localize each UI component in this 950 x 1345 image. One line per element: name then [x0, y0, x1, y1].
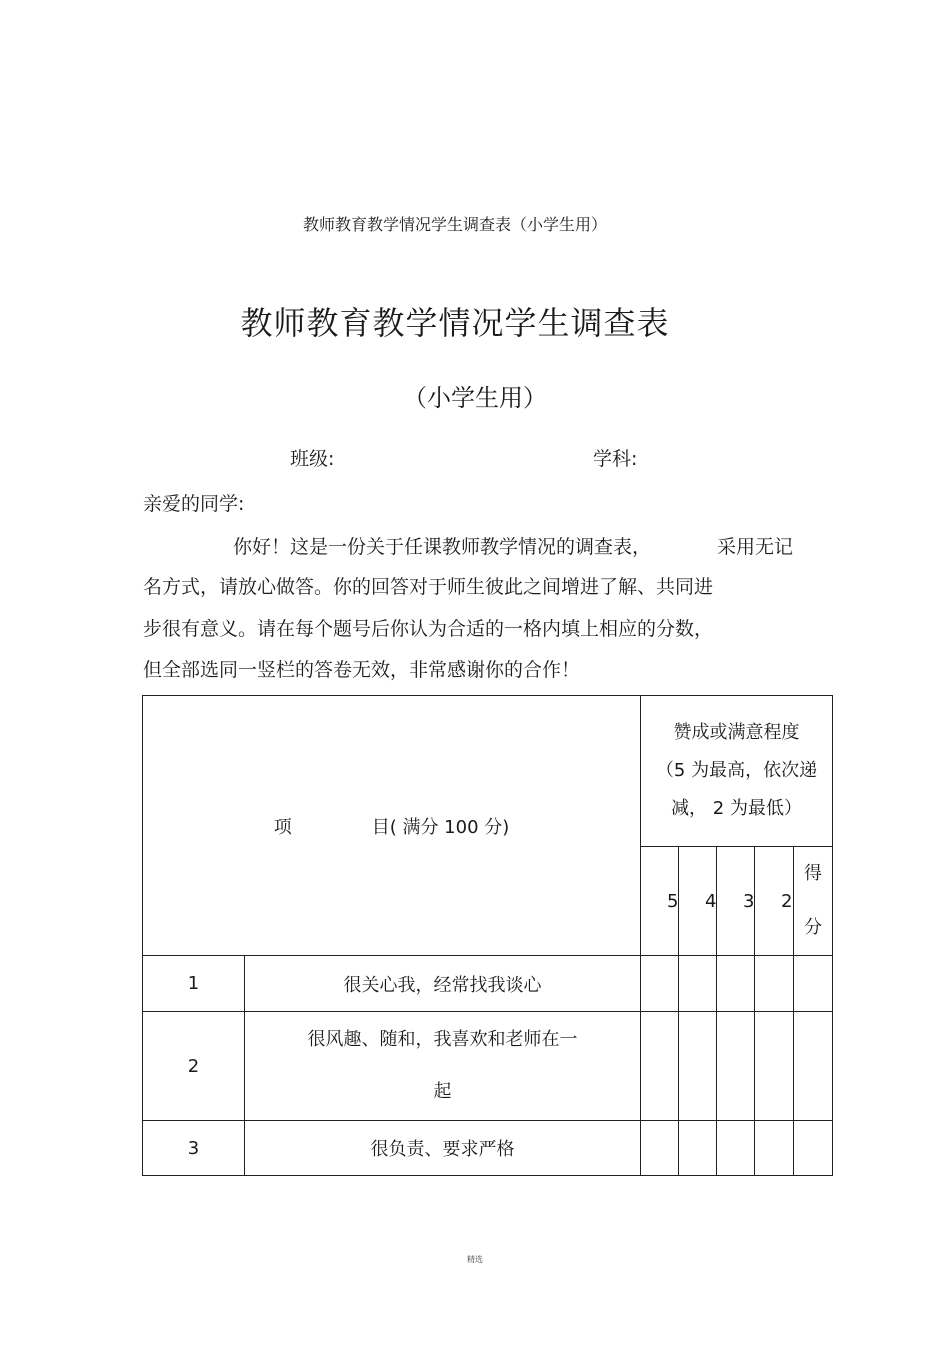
total-score-header-b: 分: [804, 917, 823, 938]
row-text: 很负责、要求严格: [245, 1121, 641, 1176]
item-header: [143, 696, 641, 956]
intro-line-1a: 你好！这是一份关于任课教师教学情况的调查表，: [233, 536, 652, 558]
score-cell[interactable]: [794, 956, 833, 1012]
score-cell[interactable]: [641, 1012, 679, 1121]
score-cell[interactable]: [794, 1121, 833, 1176]
score-col-3: 3: [717, 847, 755, 956]
row-number: 1: [143, 956, 245, 1012]
score-cell[interactable]: [717, 1121, 755, 1176]
intro-line-1b: 采用无记: [717, 536, 794, 558]
page-subtitle: （小学生用）: [403, 384, 547, 412]
row-text: [245, 1012, 641, 1121]
score-cell[interactable]: [717, 1012, 755, 1121]
score-cell[interactable]: [755, 956, 794, 1012]
score-cell[interactable]: [641, 1121, 679, 1176]
score-col-5: 5: [641, 847, 679, 956]
page-title: 教师教育教学情况学生调查表: [240, 304, 670, 342]
score-cell[interactable]: [794, 1012, 833, 1121]
row-text-line-2: 起: [433, 1081, 452, 1102]
row-text: 很关心我，经常找我谈心: [245, 956, 641, 1012]
total-score-header: [794, 847, 833, 956]
score-col-4: 4: [679, 847, 717, 956]
intro-line-4: 但全部选同一竖栏的答卷无效，非常感谢你的合作！: [143, 659, 581, 681]
rating-header-line-1: 赞成或满意程度: [673, 722, 800, 743]
row-text-line-1: 很风趣、随和，我喜欢和老师在一: [307, 1029, 578, 1050]
table-row: [143, 956, 833, 1012]
intro-line-3: 步很有意义。请在每个题号后你认为合适的一格内填上相应的分数，: [143, 618, 714, 640]
score-cell[interactable]: [679, 1012, 717, 1121]
score-col-2: 2: [755, 847, 794, 956]
survey-table: [142, 695, 832, 1176]
subject-field-label: 学科:: [593, 448, 638, 470]
rating-header: [641, 696, 833, 847]
class-field-label: 班级:: [290, 448, 335, 470]
table-row: [143, 1012, 833, 1121]
score-cell[interactable]: [717, 956, 755, 1012]
table-row: [143, 1121, 833, 1176]
intro-line-2: 名方式，请放心做答。你的回答对于师生彼此之间增进了解、共同进: [143, 576, 714, 598]
rating-header-line-2: （5 为最高，依次递: [655, 760, 818, 781]
score-cell[interactable]: [755, 1012, 794, 1121]
score-cell[interactable]: [641, 956, 679, 1012]
footer-label: 精选: [467, 1255, 483, 1264]
item-header-b: 目( 满分 100 分): [371, 816, 510, 838]
score-cell[interactable]: [679, 956, 717, 1012]
row-number: 3: [143, 1121, 245, 1176]
row-number: 2: [143, 1012, 245, 1121]
header-line: 教师教育教学情况学生调查表（小学生用）: [302, 215, 607, 234]
greeting: 亲爱的同学:: [143, 493, 245, 515]
rating-header-line-3: 减， 2 为最低）: [671, 798, 802, 819]
score-cell[interactable]: [755, 1121, 794, 1176]
total-score-header-a: 得: [804, 863, 823, 884]
score-cell[interactable]: [679, 1121, 717, 1176]
item-header-a: 项: [273, 816, 292, 838]
